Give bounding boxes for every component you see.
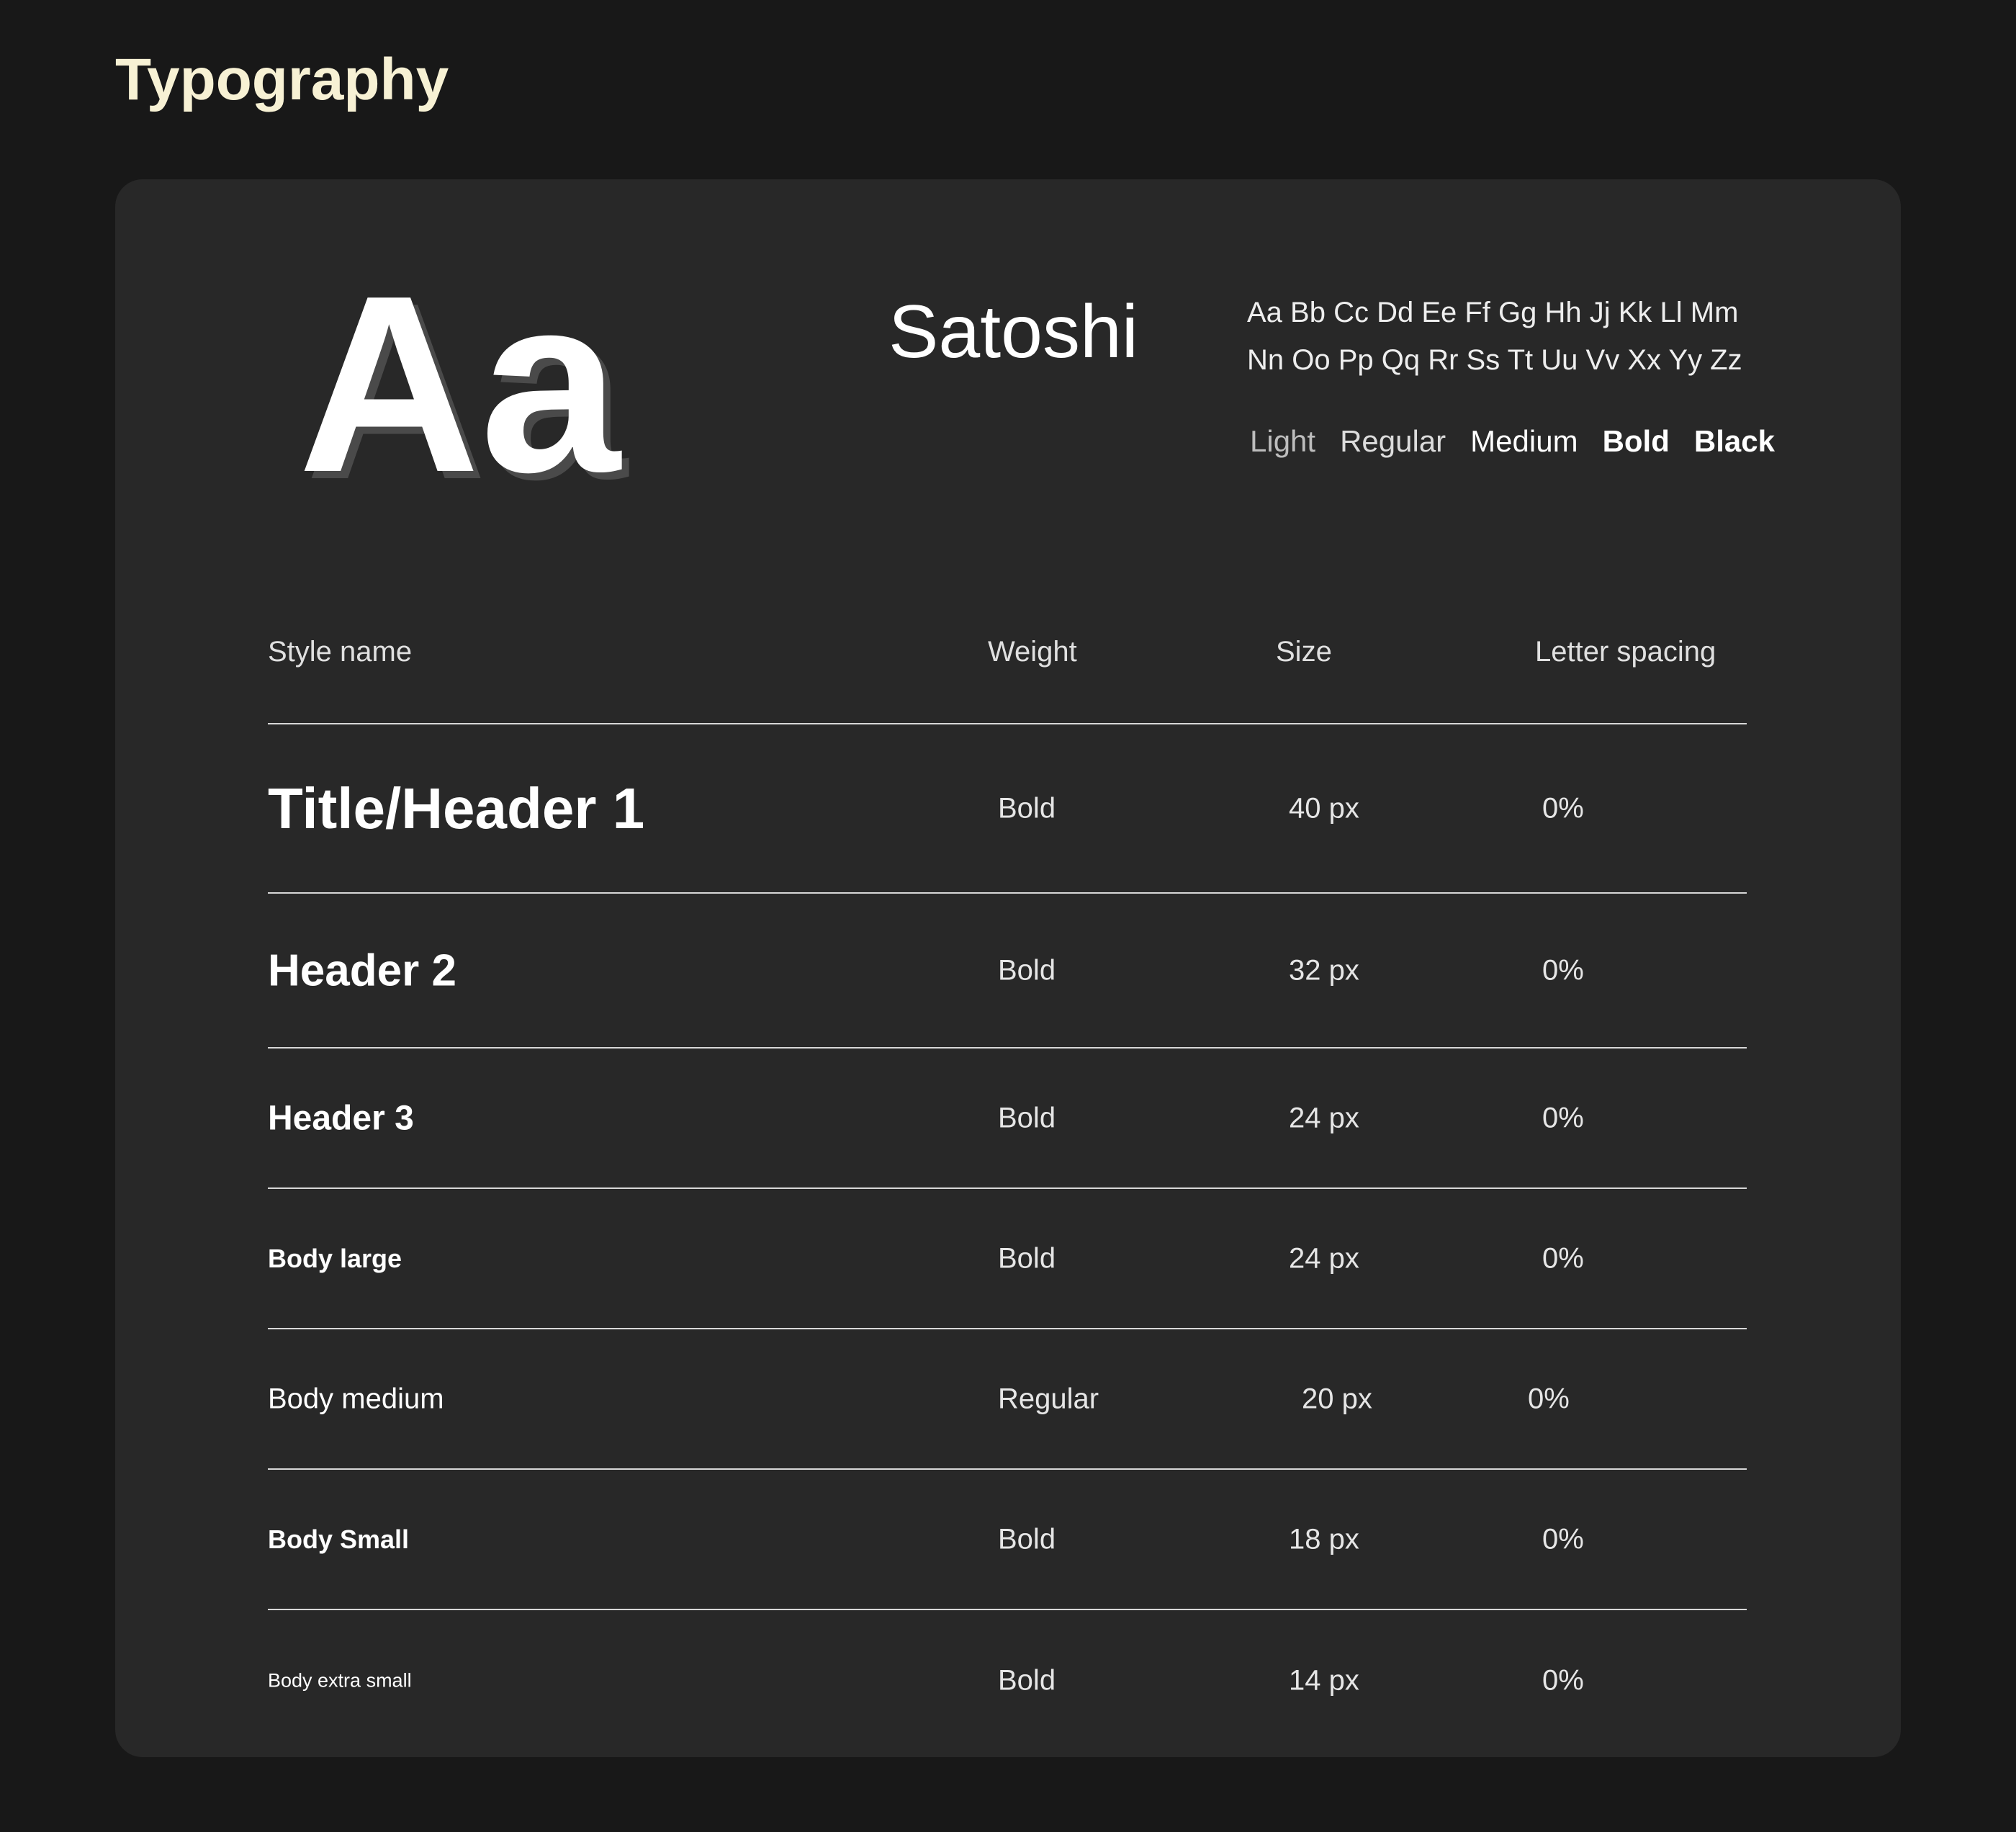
weight-cell: Regular <box>998 1383 1099 1414</box>
weight-light: Light <box>1250 424 1316 458</box>
letter-spacing-cell: 0% <box>1542 1664 1584 1696</box>
header-size: Size <box>1276 636 1332 668</box>
style-name-cell: Header 2 <box>268 946 456 995</box>
size-cell: 32 px <box>1289 954 1359 986</box>
letter-spacing-cell: 0% <box>1542 1242 1584 1274</box>
weight-samples <box>1250 424 1775 459</box>
style-name-cell: Title/Header 1 <box>268 776 645 840</box>
table-header <box>268 611 1747 724</box>
letter-spacing-cell: 0% <box>1542 1102 1584 1133</box>
table-row <box>268 1049 1747 1189</box>
weight-medium: Medium <box>1470 424 1578 458</box>
table-row <box>268 1189 1747 1329</box>
size-cell: 18 px <box>1289 1523 1359 1555</box>
style-name-cell: Body Small <box>268 1524 410 1554</box>
weight-cell: Bold <box>998 954 1056 986</box>
table-row <box>268 1610 1747 1751</box>
letter-spacing-cell: 0% <box>1542 1523 1584 1555</box>
size-cell: 40 px <box>1289 792 1359 824</box>
style-name-cell: Body extra small <box>268 1669 412 1691</box>
size-cell: 24 px <box>1289 1102 1359 1133</box>
weight-cell: Bold <box>998 1664 1056 1696</box>
alphabet-line: Nn Oo Pp Qq Rr Ss Tt Uu Vv Xx Yy Zz <box>1247 344 1742 376</box>
letter-spacing-cell: 0% <box>1542 954 1584 986</box>
style-name-cell: Body medium <box>268 1383 444 1414</box>
header-weight: Weight <box>988 636 1077 668</box>
alphabet-sample <box>1247 289 1742 384</box>
style-name-cell: Header 3 <box>268 1099 414 1137</box>
weight-bold: Bold <box>1602 424 1670 458</box>
size-cell: 14 px <box>1289 1664 1359 1696</box>
weight-cell: Bold <box>998 1102 1056 1133</box>
weight-cell: Bold <box>998 792 1056 824</box>
typography-card <box>115 179 1901 1757</box>
header-style-name: Style name <box>268 636 413 668</box>
font-specimen: Aa <box>298 243 621 525</box>
style-name-cell: Body large <box>268 1243 402 1273</box>
alphabet-line: Aa Bb Cc Dd Ee Ff Gg Hh Jj Kk Ll Mm <box>1247 297 1739 328</box>
size-cell: 24 px <box>1289 1242 1359 1274</box>
type-scale-table <box>268 611 1747 1751</box>
table-row <box>268 1329 1747 1470</box>
page-title: Typography <box>115 47 449 112</box>
font-family-name: Satoshi <box>888 290 1138 374</box>
weight-regular: Regular <box>1340 424 1446 458</box>
letter-spacing-cell: 0% <box>1542 792 1584 824</box>
table-row <box>268 724 1747 894</box>
weight-cell: Bold <box>998 1242 1056 1274</box>
weight-black: Black <box>1693 424 1775 458</box>
size-cell: 20 px <box>1302 1383 1372 1414</box>
weight-cell: Bold <box>998 1523 1056 1555</box>
table-row <box>268 1470 1747 1610</box>
table-row <box>268 894 1747 1049</box>
header-letter-spacing: Letter spacing <box>1535 636 1716 668</box>
letter-spacing-cell: 0% <box>1528 1383 1570 1414</box>
